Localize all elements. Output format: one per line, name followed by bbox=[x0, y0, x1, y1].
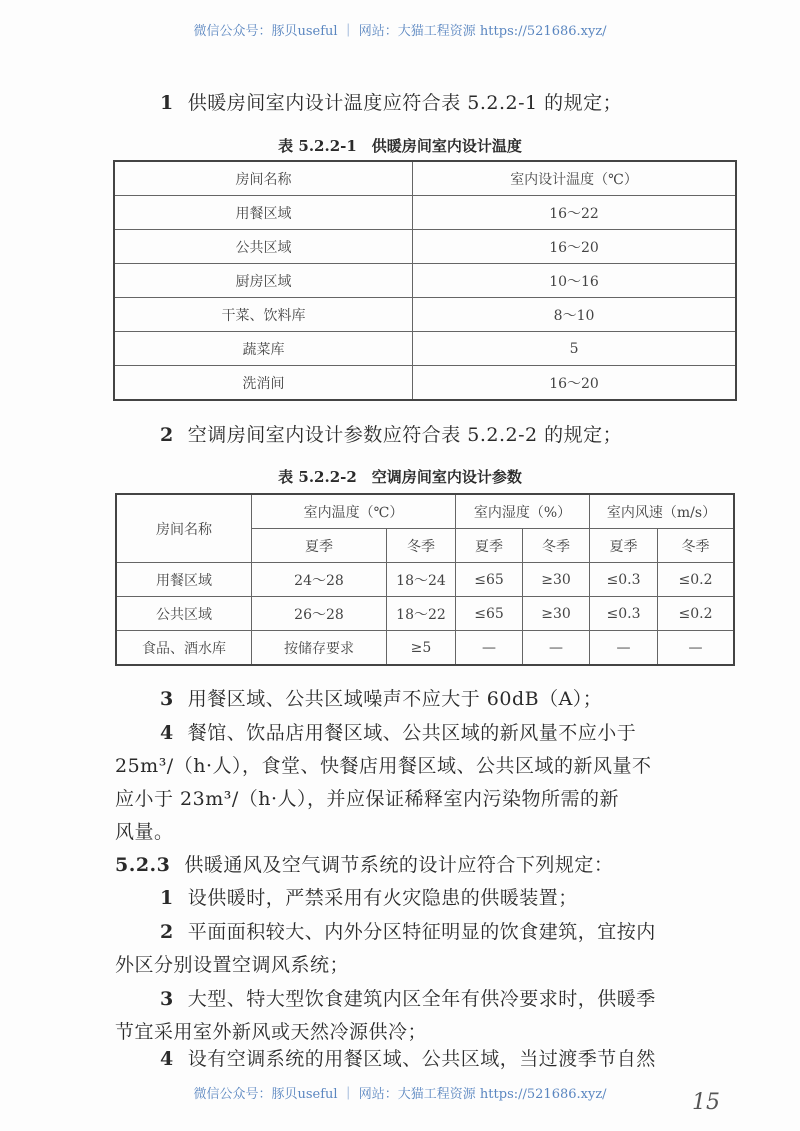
table-cell: 24～28 bbox=[252, 563, 387, 597]
watermark-bottom: 微信公众号：豚贝useful ｜ 网站：大猫工程资源 https://521686.xyz/ bbox=[193, 1087, 607, 1102]
table-cell: 8～10 bbox=[413, 298, 736, 332]
table-cell: ≥30 bbox=[523, 597, 590, 631]
table-cell: 厨房区域 bbox=[114, 264, 413, 298]
table-cell: 干菜、饮料库 bbox=[114, 298, 413, 332]
line-text: 设供暖时，严禁采用有火灾隐患的供暖装置； bbox=[187, 887, 578, 909]
table-cell: 18～24 bbox=[387, 563, 456, 597]
line-text: 应小于 23m³/（h·人），并应保证稀释室内污染物所需的新 bbox=[115, 788, 620, 810]
table-row bbox=[116, 631, 734, 666]
item-number: 4 bbox=[160, 722, 174, 744]
text-line bbox=[160, 984, 656, 1011]
table-ac-parameters bbox=[115, 493, 735, 666]
header-cell: 夏季 bbox=[456, 529, 523, 563]
table-cell: ≤0.3 bbox=[590, 563, 658, 597]
line-text: 供暖房间室内设计温度应符合表 5.2.2-1 的规定； bbox=[187, 92, 623, 114]
table-row bbox=[114, 264, 736, 298]
table-cell: — bbox=[658, 631, 735, 666]
line-text: 供暖通风及空气调节系统的设计应符合下列规定： bbox=[184, 854, 614, 876]
header-cell: 室内湿度（%） bbox=[456, 494, 590, 529]
header-cell: 夏季 bbox=[590, 529, 658, 563]
item-number: 3 bbox=[160, 688, 174, 710]
table-cell: 26～28 bbox=[252, 597, 387, 631]
table-cell: ≤0.2 bbox=[658, 563, 735, 597]
table-cell: 18～22 bbox=[387, 597, 456, 631]
header-cell: 冬季 bbox=[387, 529, 456, 563]
table-heating-temperature bbox=[113, 160, 737, 401]
table-cell: — bbox=[590, 631, 658, 666]
table-cell: 用餐区域 bbox=[114, 196, 413, 230]
table-cell: 16～20 bbox=[413, 230, 736, 264]
table-cell: ≤0.3 bbox=[590, 597, 658, 631]
table-cell: 蔬菜库 bbox=[114, 332, 413, 366]
header-cell: 夏季 bbox=[252, 529, 387, 563]
item-number: 2 bbox=[160, 424, 174, 446]
table-row bbox=[116, 563, 734, 597]
item-number: 3 bbox=[160, 988, 174, 1010]
text-line bbox=[160, 1044, 656, 1071]
table-header-row bbox=[114, 161, 736, 196]
item-number: 1 bbox=[160, 92, 174, 114]
table-cell: — bbox=[456, 631, 523, 666]
text-line bbox=[115, 950, 349, 977]
line-text: 外区分别设置空调风系统； bbox=[115, 954, 350, 976]
text-line bbox=[115, 817, 174, 844]
table-row bbox=[114, 230, 736, 264]
table-cell: ≥30 bbox=[523, 563, 590, 597]
line-text: 平面面积较大、内外分区特征明显的饮食建筑，宜按内 bbox=[187, 921, 656, 943]
header-cell: 室内温度（℃） bbox=[252, 494, 456, 529]
text-line bbox=[115, 751, 652, 778]
item-number: 2 bbox=[160, 921, 174, 943]
header-cell: 房间名称 bbox=[114, 161, 413, 196]
table-cell: 食品、酒水库 bbox=[116, 631, 252, 666]
table-row bbox=[114, 196, 736, 230]
text-line bbox=[115, 850, 613, 877]
header-cell: 室内设计温度（℃） bbox=[413, 161, 736, 196]
table-row bbox=[114, 332, 736, 366]
table-cell: 公共区域 bbox=[116, 597, 252, 631]
line-text: 餐馆、饮品店用餐区域、公共区域的新风量不应小于 bbox=[187, 722, 637, 744]
header-cell: 室内风速（m/s） bbox=[590, 494, 735, 529]
line-text: 空调房间室内设计参数应符合表 5.2.2-2 的规定； bbox=[187, 424, 623, 446]
line-text: 大型、特大型饮食建筑内区全年有供冷要求时，供暖季 bbox=[187, 988, 656, 1010]
table-cell: 按储存要求 bbox=[252, 631, 387, 666]
text-line bbox=[160, 88, 622, 115]
table-row bbox=[116, 597, 734, 631]
header-cell: 房间名称 bbox=[116, 494, 252, 563]
table-cell: 5 bbox=[413, 332, 736, 366]
table-cell: ≤0.2 bbox=[658, 597, 735, 631]
header-cell: 冬季 bbox=[658, 529, 735, 563]
table-cell: 公共区域 bbox=[114, 230, 413, 264]
table-cell: 16～22 bbox=[413, 196, 736, 230]
table-row bbox=[114, 298, 736, 332]
item-number: 1 bbox=[160, 887, 174, 909]
table-cell: ≤65 bbox=[456, 563, 523, 597]
table2-caption: 表 5.2.2-2 空调房间室内设计参数 bbox=[278, 468, 522, 486]
table-cell: 洗消间 bbox=[114, 366, 413, 401]
header-cell: 冬季 bbox=[523, 529, 590, 563]
table1-caption: 表 5.2.2-1 供暖房间室内设计温度 bbox=[278, 137, 522, 155]
text-line bbox=[160, 917, 656, 944]
table-cell: 10～16 bbox=[413, 264, 736, 298]
line-text: 25m³/（h·人），食堂、快餐店用餐区域、公共区域的新风量不 bbox=[115, 755, 652, 777]
text-line bbox=[160, 718, 636, 745]
item-number: 5.2.3 bbox=[115, 854, 171, 876]
text-line bbox=[160, 420, 622, 447]
table-cell: 用餐区域 bbox=[116, 563, 252, 597]
table-cell: ≤65 bbox=[456, 597, 523, 631]
table-cell: ≥5 bbox=[387, 631, 456, 666]
line-text: 风量。 bbox=[115, 821, 174, 843]
table-header-row bbox=[116, 494, 734, 529]
text-line bbox=[115, 784, 619, 811]
line-text: 设有空调系统的用餐区域、公共区域，当过渡季节自然 bbox=[187, 1048, 656, 1070]
item-number: 4 bbox=[160, 1048, 174, 1070]
table-row bbox=[114, 366, 736, 401]
text-line bbox=[160, 883, 578, 910]
text-line bbox=[160, 684, 602, 711]
page-number: 15 bbox=[692, 1090, 720, 1115]
table-cell: — bbox=[523, 631, 590, 666]
table-cell: 16～20 bbox=[413, 366, 736, 401]
text-line bbox=[115, 1017, 427, 1044]
line-text: 用餐区域、公共区域噪声不应大于 60dB（A）； bbox=[187, 688, 603, 710]
line-text: 节宜采用室外新风或天然冷源供冷； bbox=[115, 1021, 428, 1043]
watermark-top: 微信公众号：豚贝useful ｜ 网站：大猫工程资源 https://521686.xyz/ bbox=[193, 24, 607, 39]
